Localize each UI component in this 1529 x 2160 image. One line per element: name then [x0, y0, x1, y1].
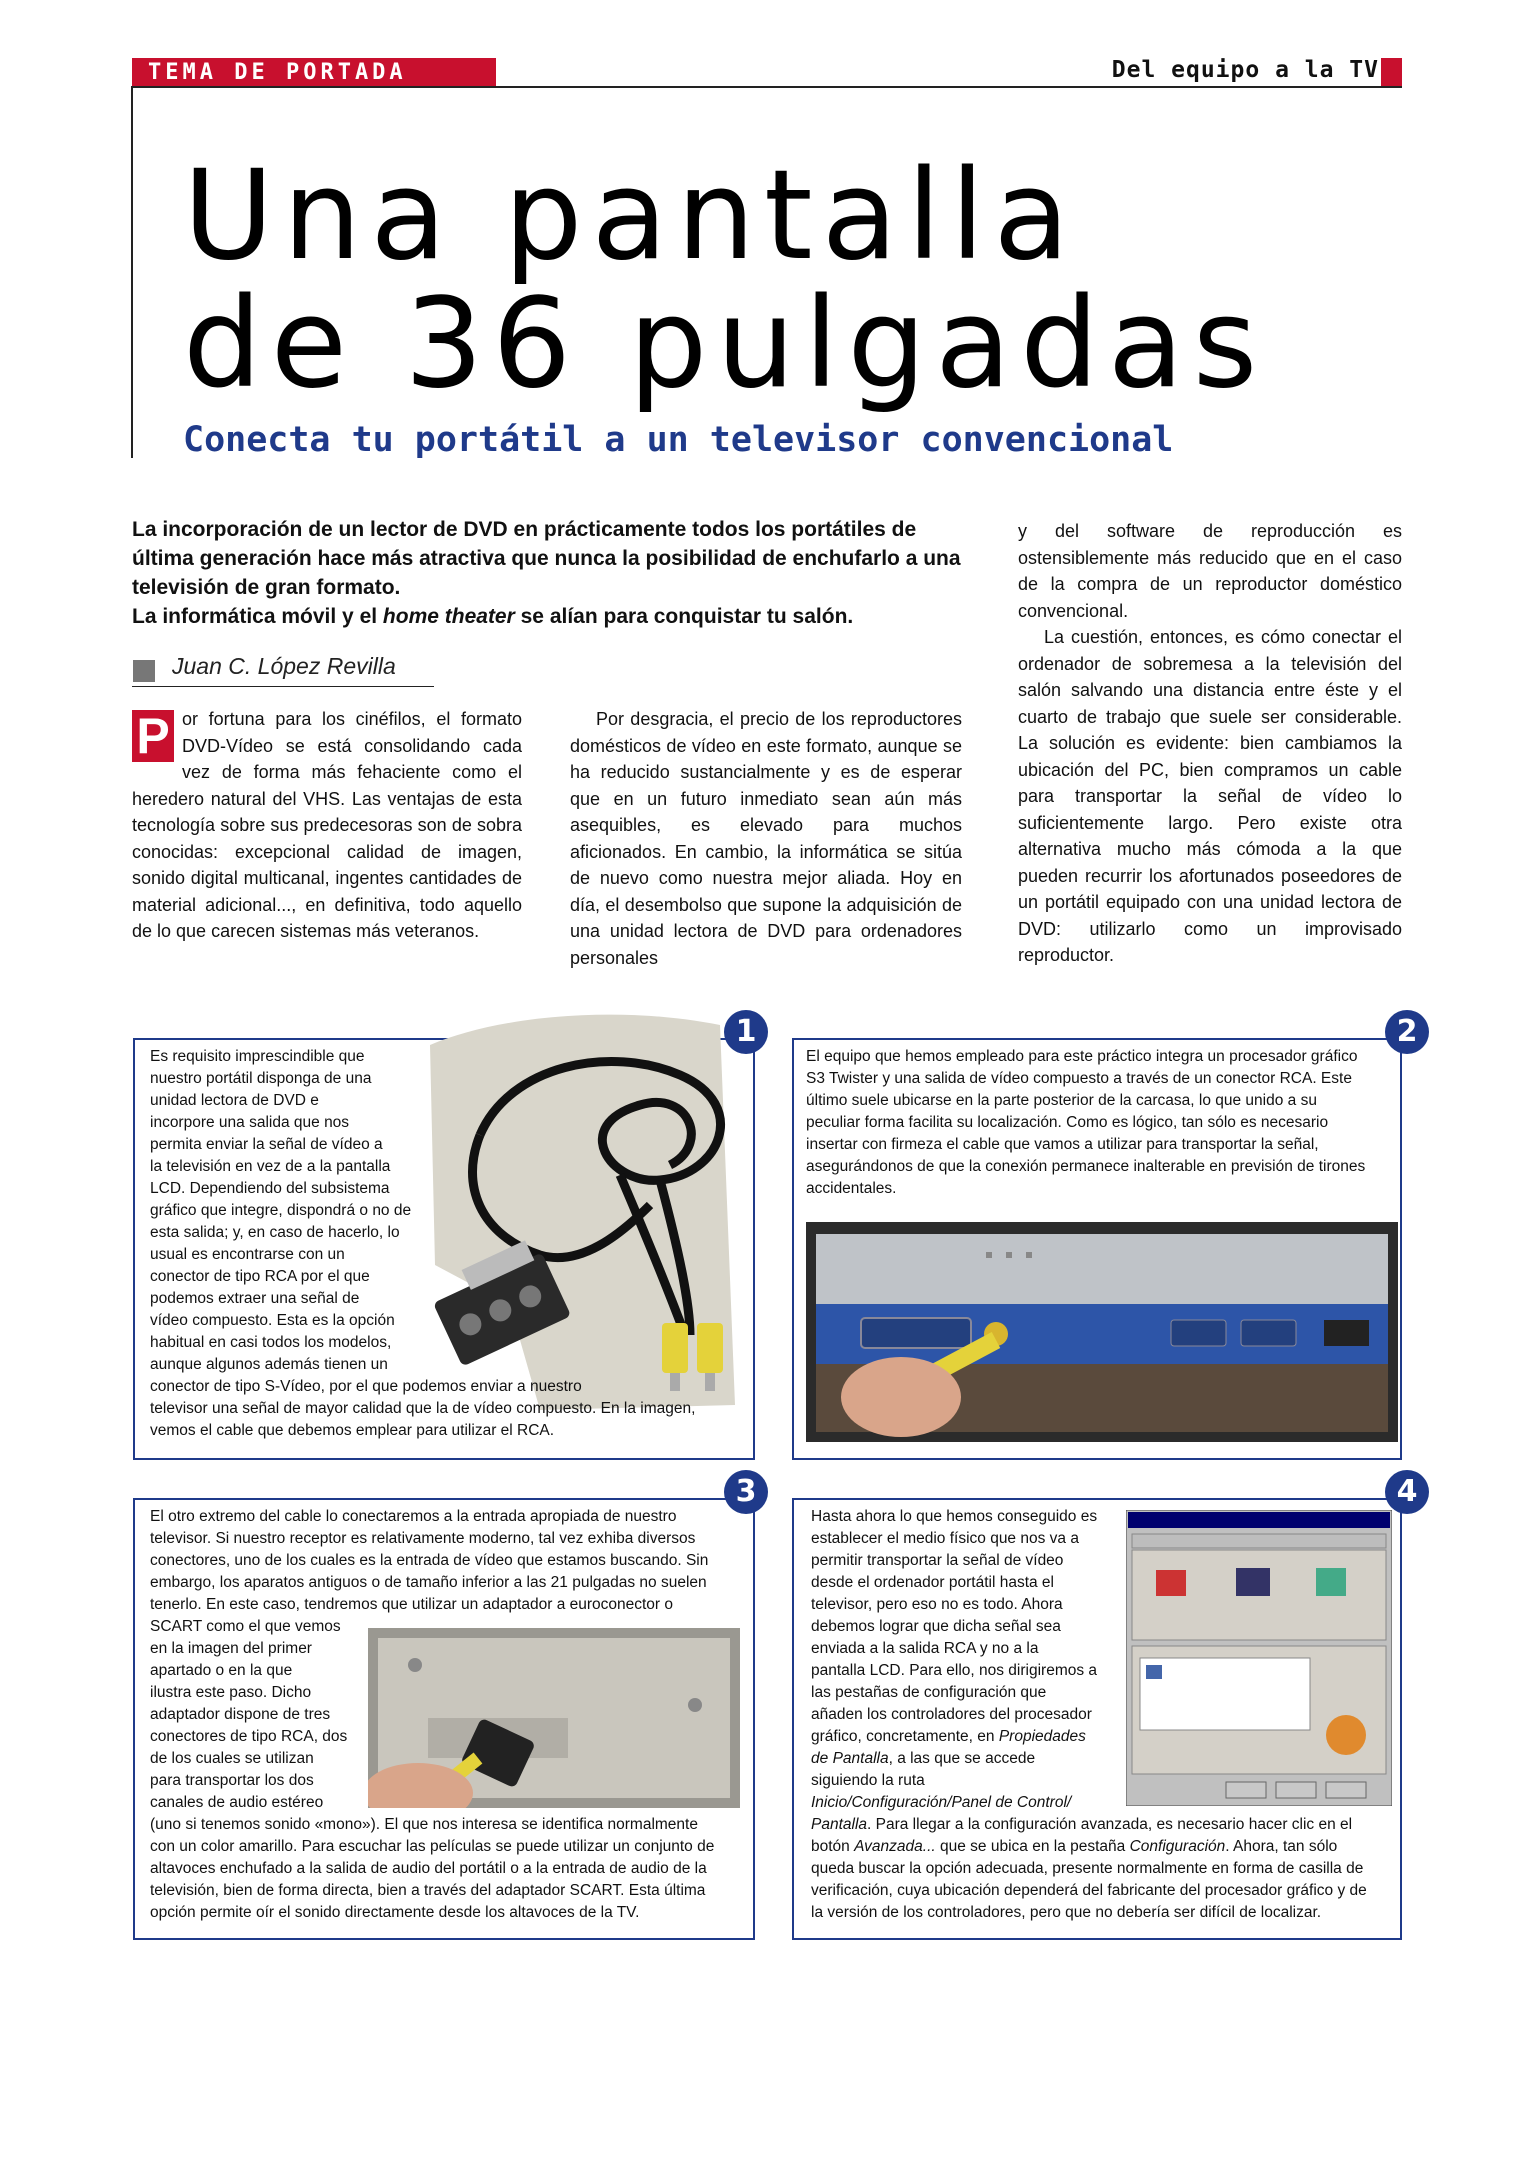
- caption-line: altavoces enchufado a la salida de audio del portátil o a la entrada de audio de la: [150, 1860, 707, 1877]
- caption-line: de los cuales se utilizan: [150, 1750, 314, 1767]
- caption-line: conectores, uno de los cuales es la entrada de vídeo que estamos buscando. Sin: [150, 1552, 709, 1569]
- article-title: [183, 144, 1267, 416]
- step-1-caption: [150, 1046, 695, 1442]
- caption-line: debemos lograr que dicha señal sea: [811, 1618, 1061, 1635]
- article-intro: [132, 515, 982, 631]
- caption-line: con un color amarillo. Para escuchar las películas se puede utilizar un conjunto de: [150, 1838, 715, 1855]
- caption-line: El equipo que hemos empleado para este práctico integra un procesador gráfico: [806, 1048, 1358, 1065]
- caption-line: peculiar forma facilita su localización. Como es lógico, tan sólo es necesario: [806, 1114, 1329, 1131]
- caption-line: para transportar los dos: [150, 1772, 314, 1789]
- caption-line: la televisión en vez de a la pantalla: [150, 1158, 391, 1175]
- title-line-1: Una pantalla: [183, 144, 1079, 288]
- body-column-3: [1018, 518, 1402, 969]
- caption-line: unidad lectora de DVD e: [150, 1092, 319, 1109]
- caption-line: establecer el medio físico que nos va a: [811, 1530, 1079, 1547]
- body-column-2: [570, 706, 962, 971]
- intro-paragraph-2: La informática móvil y el home theater se alían para conquistar tu salón.: [132, 605, 854, 628]
- caption-line: desde el ordenador portátil hasta el: [811, 1574, 1054, 1591]
- column-2-text: Por desgracia, el precio de los reproductores domésticos de vídeo en este formato, aunque se ha reducido sustancialmente y es de esperar que en un futuro inmediato sean aún más asequibles, es elevado para muchos aficionados. En cambio, la informática se sitúa de nuevo como nuestra mejor aliada. Hoy en día, el desembolso que supone la adquisición de una unidad lectora de DVD para ordenadores personales: [570, 709, 962, 968]
- caption-line: verificación, cuya ubicación dependerá del fabricante del procesador gráfico y de: [811, 1882, 1367, 1899]
- caption-line: nuestro portátil disponga de una: [150, 1070, 372, 1087]
- caption-line: S3 Twister y una salida de vídeo compuesto a través de un conector RCA. Este: [806, 1070, 1352, 1087]
- caption-line: El otro extremo del cable lo conectaremos a la entrada apropiada de nuestro: [150, 1508, 677, 1525]
- display-properties-screenshot: [1126, 1510, 1392, 1806]
- caption-line: tenerlo. En este caso, tendremos que utilizar un adaptador a euroconector o: [150, 1596, 674, 1613]
- caption-line: gráfico que integre, dispondrá o no de: [150, 1202, 412, 1219]
- step-2-caption: [806, 1046, 1365, 1200]
- column-3-text-a: y del software de reproducción es ostensiblemente más reducido que en el caso de la compra de un reproductor doméstico convencional.: [1018, 521, 1402, 621]
- caption-line: embargo, los aparatos antiguos o de tamaño inferior a las 21 pulgadas no suelen: [150, 1574, 707, 1591]
- caption-line: en la imagen del primer: [150, 1640, 312, 1657]
- caption-line: opción permite oír el sonido directamente desde los altavoces de la TV.: [150, 1904, 640, 1921]
- caption-line: siguiendo la ruta: [811, 1772, 925, 1789]
- scart-adapter-photo: [368, 1628, 740, 1808]
- caption-line: accidentales.: [806, 1180, 897, 1197]
- byline-square-icon: [133, 660, 155, 682]
- caption-line: asegurándonos de que la conexión permanece inalterable en previsión de tirones: [806, 1158, 1366, 1175]
- caption-line: las pestañas de configuración que: [811, 1684, 1047, 1701]
- caption-line: canales de audio estéreo: [150, 1794, 324, 1811]
- caption-line: último suele ubicarse en la parte posterior de la carcasa, lo que unido a su: [806, 1092, 1317, 1109]
- caption-line: apartado o en la que: [150, 1662, 293, 1679]
- step-1-badge: 1: [724, 1010, 768, 1054]
- column-1-text: or fortuna para los cinéfilos, el formato DVD-Vídeo se está consolidando cada vez de forma más fehaciente como el heredero natural del VHS. Las ventajas de esta tecnología sobre sus predecesoras son de sobra conocidas: excepcional calidad de imagen, sonido digital multicanal, ingentes cantidades de material adicional..., en definitiva, todo aquello de lo que carecen sistemas más veteranos.: [132, 709, 522, 941]
- caption-line: pantalla LCD. Para ello, nos dirigiremos a: [811, 1662, 1098, 1679]
- caption-line: añaden los controladores del procesador: [811, 1706, 1092, 1723]
- caption-line: televisión, bien de forma directa, bien a través del adaptador SCART. Esta última: [150, 1882, 706, 1899]
- series-title: Del equipo a la TV: [1111, 57, 1379, 83]
- body-column-1: [132, 706, 522, 945]
- caption-line: vídeo compuesto. Esta es la opción: [150, 1312, 395, 1329]
- caption-line: conector de tipo S-Vídeo, por el que podemos enviar a nuestro: [150, 1378, 582, 1395]
- caption-line: Es requisito imprescindible que: [150, 1048, 365, 1065]
- caption-line: incorpore una salida que nos: [150, 1114, 350, 1131]
- caption-line: (uno si tenemos sonido «mono»). El que nos interesa se identifica normalmente: [150, 1816, 698, 1833]
- title-line-2: de 36 pulgadas: [183, 272, 1267, 416]
- caption-line: enviada a la salida RCA y no a la: [811, 1640, 1039, 1657]
- caption-line: de Pantalla, a las que se accede: [811, 1750, 1036, 1767]
- laptop-rear-photo: [806, 1222, 1398, 1442]
- caption-line: botón Avanzada... que se ubica en la pestaña Configuración. Ahora, tan sólo: [811, 1838, 1338, 1855]
- caption-line: insertar con firmeza el cable que vamos a utilizar para transportar la señal,: [806, 1136, 1319, 1153]
- caption-line: queda buscar la opción adecuada, presente normalmente en forma de casilla de: [811, 1860, 1364, 1877]
- caption-line: LCD. Dependiendo del subsistema: [150, 1180, 390, 1197]
- drop-cap: P: [132, 710, 174, 762]
- step-3-badge: 3: [724, 1470, 768, 1514]
- caption-line: Hasta ahora lo que hemos conseguido es: [811, 1508, 1098, 1525]
- caption-line: Inicio/Configuración/Panel de Control/: [811, 1794, 1072, 1811]
- article-subtitle: Conecta tu portátil a un televisor convencional: [183, 420, 1174, 460]
- author-name: Juan C. López Revilla: [172, 653, 396, 679]
- caption-line: la versión de los controladores, pero que no debería ser difícil de localizar.: [811, 1904, 1322, 1921]
- caption-line: Pantalla. Para llegar a la configuración avanzada, es necesario hacer clic en el: [811, 1816, 1353, 1833]
- caption-line: vemos el cable que debemos emplear para utilizar el RCA.: [150, 1422, 555, 1439]
- series-marker: [1381, 58, 1402, 86]
- caption-line: habitual en casi todos los modelos,: [150, 1334, 392, 1351]
- title-rule: [131, 86, 133, 458]
- header-rule: [132, 86, 1402, 88]
- caption-line: conector de tipo RCA por el que: [150, 1268, 370, 1285]
- caption-line: podemos extraer una señal de: [150, 1290, 360, 1307]
- intro-paragraph-1: La incorporación de un lector de DVD en prácticamente todos los portátiles de última generación hace más atractiva que nunca la posibilidad de enchufarlo a una televisión de gran formato.: [132, 518, 961, 599]
- column-3-text-b: La cuestión, entonces, es cómo conectar el ordenador de sobremesa a la televisión del salón salvando una distancia entre éste y el cuarto de trabajo que suele ser considerable. La solución es evidente: bien cambiamos la ubicación del PC, bien compramos un cable para transportar la señal de vídeo lo suficientemente largo. Pero existe otra alternativa mucho más cómoda a la que pueden recurrir los afortunados poseedores de un portátil equipado con una unidad lectora de DVD: utilizarlo como un improvisado reproductor.: [1018, 627, 1402, 965]
- step-2-badge: 2: [1385, 1010, 1429, 1054]
- caption-line: permita enviar la señal de vídeo a: [150, 1136, 383, 1153]
- caption-line: esta salida; y, en caso de hacerlo, lo: [150, 1224, 400, 1241]
- caption-line: conectores de tipo RCA, dos: [150, 1728, 348, 1745]
- caption-line: televisor una señal de mayor calidad que la de vídeo compuesto. En la imagen,: [150, 1400, 696, 1417]
- caption-line: adaptador dispone de tres: [150, 1706, 331, 1723]
- step-4-badge: 4: [1385, 1470, 1429, 1514]
- caption-line: usual es encontrarse con un: [150, 1246, 345, 1263]
- caption-line: SCART como el que vemos: [150, 1618, 341, 1635]
- caption-line: televisor, pero eso no es todo. Ahora: [811, 1596, 1063, 1613]
- caption-line: gráfico, concretamente, en Propiedades: [811, 1728, 1086, 1745]
- caption-line: ilustra este paso. Dicho: [150, 1684, 312, 1701]
- caption-line: permitir transportar la señal de vídeo: [811, 1552, 1064, 1569]
- section-label: TEMA DE PORTADA: [148, 60, 407, 85]
- caption-line: televisor. Si nuestro receptor es relativamente moderno, tal vez exhiba diversos: [150, 1530, 696, 1547]
- caption-line: aunque algunos además tienen un: [150, 1356, 388, 1373]
